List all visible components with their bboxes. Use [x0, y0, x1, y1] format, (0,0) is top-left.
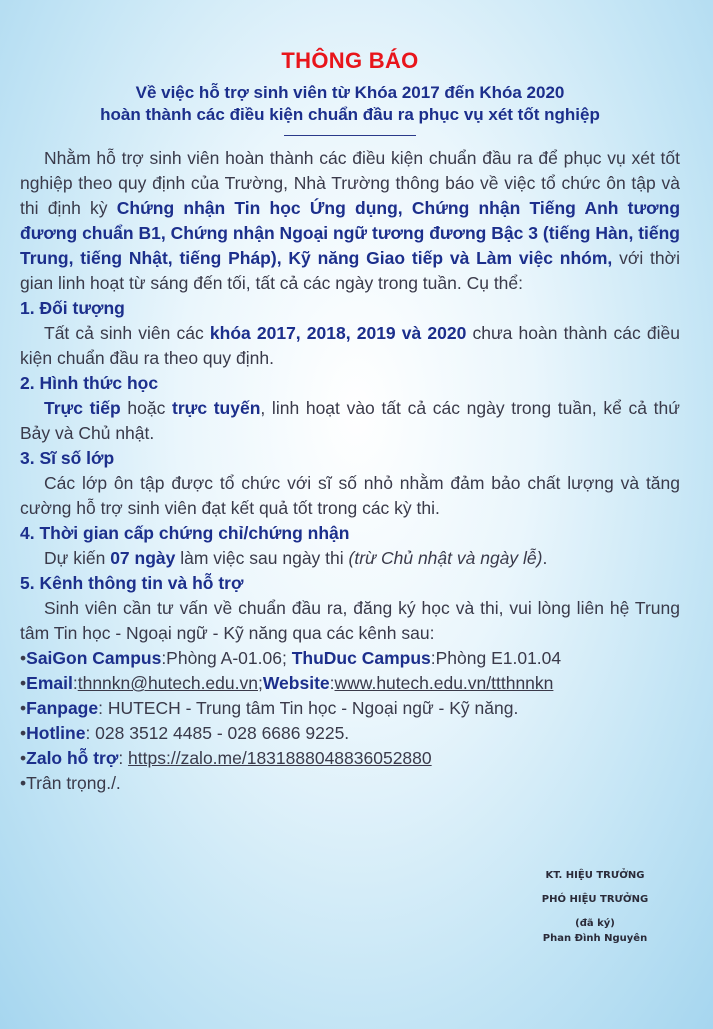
section-class-size-text: Các lớp ôn tập được tổ chức với sĩ số nhỏ nhằm đảm bảo chất lượng và tăng cường hỗ trợ sinh viên đạt kết quả tốt trong các kỳ thi.: [20, 473, 680, 518]
fanpage-value: : HUTECH - Trung tâm Tin học - Ngoại ngữ - Kỹ năng.: [98, 698, 519, 718]
section-heading-contact: 5. Kênh thông tin và hỗ trợ: [20, 573, 244, 593]
signature-title-1: KT. HIỆU TRƯỞNG: [545, 870, 645, 881]
format-direct: Trực tiếp: [44, 398, 121, 418]
target-text-1: Tất cả sinh viên các: [44, 323, 210, 343]
saigon-campus-room: :Phòng A-01.06;: [161, 648, 292, 668]
zalo-label: Zalo hỗ trợ: [26, 748, 119, 768]
time-text-3: .: [542, 548, 548, 568]
website-label: Website: [262, 673, 330, 693]
contact-hotline: •Hotline: 028 3512 4485 - 028 6686 9225.: [20, 723, 350, 743]
contact-email-website: •Email:thnnkn@hutech.edu.vn;Website:www.hutech.edu.vn/ttthnnkn: [20, 673, 554, 693]
fanpage-label: Fanpage: [26, 698, 99, 718]
contact-zalo: •Zalo hỗ trợ: https://zalo.me/1831888048836052880: [20, 748, 432, 768]
format-text-2: , linh hoạt vào tất cả các ngày trong tuần, kể cả thứ Bảy và Chủ nhật.: [20, 398, 680, 443]
hotline-value: : 028 3512 4485 - 028 6686 9225.: [85, 723, 350, 743]
divider: [284, 135, 416, 136]
intro-text-1: Nhằm hỗ trợ sinh viên hoàn thành các điều kiện chuẩn đầu ra để phục vụ xét tốt nghiệp theo quy định của Trường, Nhà Trường thông báo về việc tổ chức ôn tập và thi định kỳ: [20, 148, 680, 218]
hotline-label: Hotline: [26, 723, 86, 743]
section-contact-text: Sinh viên cần tư vấn về chuẩn đầu ra, đăng ký học và thi, vui lòng liên hệ Trung tâm Tin học - Ngoại ngữ - Kỹ năng qua các kênh sau:: [20, 598, 680, 643]
section-heading-format: 2. Hình thức học: [20, 373, 159, 393]
section-format-text: [20, 396, 680, 446]
format-text-1: hoặc: [120, 398, 173, 418]
format-online: trực tuyến: [172, 398, 261, 418]
website-link[interactable]: www.hutech.edu.vn/ttthnnkn: [334, 673, 554, 693]
notice-title: THÔNG BÁO: [281, 48, 419, 73]
time-days: 07 ngày: [110, 548, 176, 568]
time-text-1: Dự kiến: [44, 548, 111, 568]
notice-subtitle: [20, 82, 680, 126]
target-text-2: chưa hoàn thành các điều kiện chuẩn đầu ra theo quy định.: [20, 323, 680, 368]
signature-name: Phan Đình Nguyên: [542, 933, 648, 944]
time-text-2: làm việc sau ngày thi: [175, 548, 349, 568]
thuduc-campus-room: :Phòng E1.01.04: [430, 648, 562, 668]
section-heading-certificate-time: 4. Thời gian cấp chứng chỉ/chứng nhận: [20, 523, 350, 543]
signature-signed: (đã ký): [575, 918, 615, 929]
email-label: Email: [26, 673, 73, 693]
intro-paragraph: [20, 146, 680, 296]
signature-block: [520, 864, 670, 946]
email-link[interactable]: thnnkn@hutech.edu.vn: [77, 673, 258, 693]
section-certificate-time-text: [20, 546, 680, 571]
contact-fanpage: •Fanpage: HUTECH - Trung tâm Tin học - Ngoại ngữ - Kỹ năng.: [20, 698, 519, 718]
zalo-link[interactable]: https://zalo.me/1831888048836052880: [128, 748, 432, 768]
thuduc-campus-label: ThuDuc Campus: [291, 648, 431, 668]
saigon-campus-label: SaiGon Campus: [26, 648, 162, 668]
subtitle-line-2: hoàn thành các điều kiện chuẩn đầu ra phục vụ xét tốt nghiệp: [100, 105, 600, 124]
target-courses: khóa 2017, 2018, 2019 và 2020: [209, 323, 467, 343]
intro-certificates: Chứng nhận Tin học Ứng dụng, Chứng nhận Tiếng Anh tương đương chuẩn B1, Chứng nhận Ngoại ngữ tương đương Bậc 3 (tiếng Hàn, tiếng Trung, tiếng Nhật, tiếng Pháp), Kỹ năng Giao tiếp và Làm việc nhóm,: [20, 198, 681, 268]
section-heading-target: 1. Đối tượng: [20, 298, 125, 318]
intro-text-2: với thời gian linh hoạt từ sáng đến tối, tất cả các ngày trong tuần. Cụ thể:: [20, 248, 681, 293]
time-exceptions: (trừ Chủ nhật và ngày lễ): [348, 548, 543, 568]
section-target-text: [20, 321, 680, 371]
closing-text: •Trân trọng./.: [20, 773, 121, 793]
signature-title-2: PHÓ HIỆU TRƯỞNG: [541, 894, 649, 905]
section-heading-class-size: 3. Sĩ số lớp: [20, 448, 115, 468]
notice-body: [20, 146, 680, 796]
subtitle-line-1: Về việc hỗ trợ sinh viên từ Khóa 2017 đến Khóa 2020: [135, 83, 565, 102]
notice-document: [20, 48, 680, 796]
contact-campus: •SaiGon Campus:Phòng A-01.06; ThuDuc Campus:Phòng E1.01.04: [20, 648, 562, 668]
